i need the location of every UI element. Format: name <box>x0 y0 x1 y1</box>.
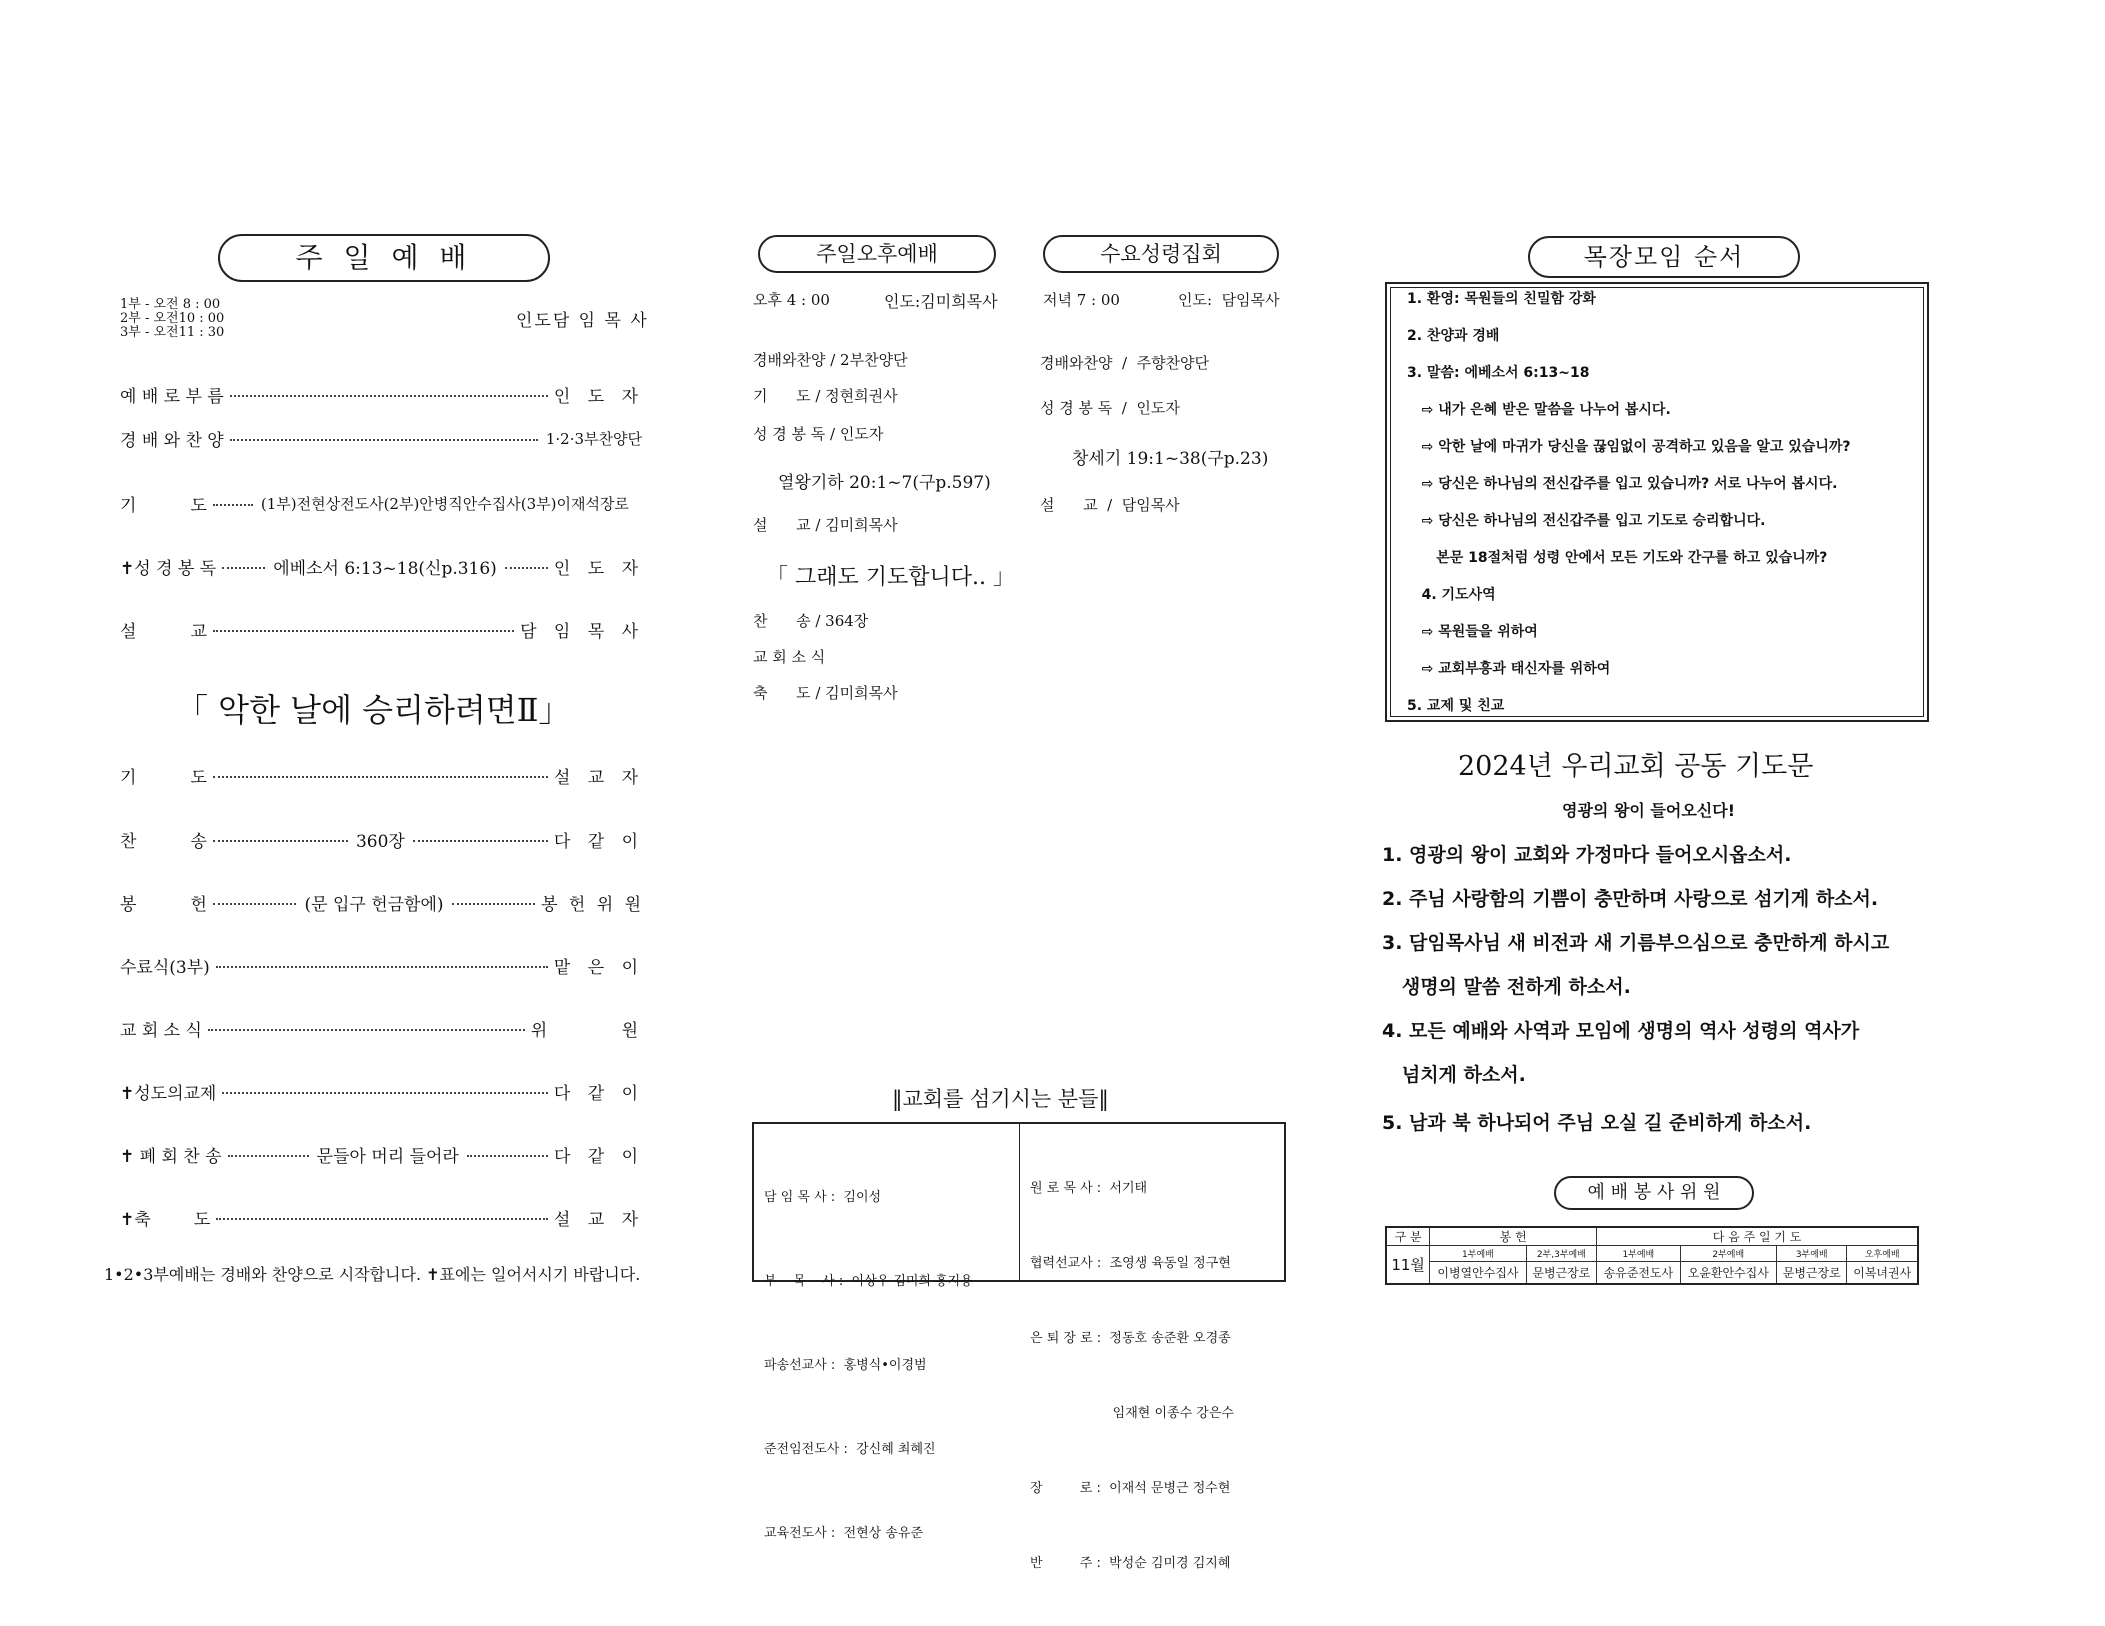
order-label: 경 배 와 찬 양 <box>120 430 224 451</box>
afternoon-title-pill <box>758 235 996 273</box>
order-right: 설 교 자 <box>553 1209 644 1230</box>
order-row <box>120 1078 644 1104</box>
leader-dots <box>213 840 348 842</box>
leader-dots <box>213 776 548 778</box>
order-row <box>120 490 644 516</box>
mokjang-line: ⇨ 악한 날에 마귀가 당신을 끊임없이 공격하고 있음을 알고 있습니까? <box>1407 439 1851 455</box>
servant-line: 담 임 목 사 : 김이성 <box>764 1190 882 1205</box>
sunday-footnote: 1•2•3부예배는 경배와 찬양으로 시작합니다. ✝표에는 일어서시기 바랍니다. <box>104 1265 641 1284</box>
sunday-time-3: 3부 - 오전11 : 30 <box>120 325 225 340</box>
order-label: 기 도 <box>120 767 207 788</box>
worship-servants-title-pill <box>1554 1176 1754 1210</box>
sunday-title: 주 일 예 배 <box>295 241 473 274</box>
afternoon-item: 경배와찬양 / 2부찬양단 <box>753 351 908 369</box>
mokjang-line: 4. 기도사역 <box>1407 587 1496 603</box>
sermon-title: 「 악한 날에 승리하려면Ⅱ」 <box>176 691 571 729</box>
order-right: 담 임 목 사 <box>520 621 644 642</box>
mokjang-line: ⇨ 내가 은혜 받은 말씀을 나누어 봅시다. <box>1407 402 1671 418</box>
order-row <box>120 616 644 642</box>
sub-header: 1부예배 <box>1597 1246 1680 1262</box>
order-label: 설 교 <box>120 621 207 642</box>
sub-header: 오후예배 <box>1847 1246 1918 1262</box>
leader-dots <box>213 903 297 905</box>
order-right: 맡 은 이 <box>553 957 644 978</box>
wednesday-item: 경배와찬양 / 주향찬양단 <box>1040 354 1210 372</box>
servant-line: 부 목 사 : 이상우 김미희 홍지용 <box>764 1274 973 1289</box>
order-right: 1·2·3부찬양단 <box>545 429 642 448</box>
leader-dots <box>228 1155 309 1157</box>
order-label: 수료식(3부) <box>120 957 210 978</box>
leader-dots <box>505 567 548 569</box>
order-label: 찬 송 <box>120 831 207 852</box>
afternoon-item: 교 회 소 식 <box>753 648 826 666</box>
leader-dots <box>222 1092 548 1094</box>
sunday-time-2: 2부 - 오전10 : 00 <box>120 311 225 326</box>
worship-servants-title: 예 배 봉 사 위 원 <box>1587 1182 1721 1203</box>
schedule-cell: 문병근장로 <box>1526 1262 1596 1284</box>
leader-dots <box>230 439 538 441</box>
sunday-leader: 인도담 임 목 사 <box>516 311 649 331</box>
leader-dots <box>208 1029 525 1031</box>
mokjang-inner-frame <box>1390 287 1924 717</box>
order-row <box>120 952 644 978</box>
leader-dots <box>467 1155 548 1157</box>
wednesday-title-pill <box>1043 235 1279 273</box>
prayer-subtitle: 영광의 왕이 들어오신다! <box>1562 801 1735 820</box>
col-group-prayer: 다 음 주 일 기 도 <box>1597 1227 1918 1246</box>
col-group-offering: 봉 헌 <box>1430 1227 1597 1246</box>
servants-box <box>752 1122 1286 1571</box>
sub-header: 2부,3부예배 <box>1526 1246 1596 1262</box>
prayer-line: 넘치게 하소서. <box>1382 1064 1526 1086</box>
order-row <box>120 553 644 579</box>
order-right: 봉 헌 위 원 <box>541 894 645 915</box>
order-row <box>120 762 644 788</box>
servant-line: 반 주 : 박성순 김미경 김지혜 <box>1030 1556 1231 1571</box>
leader-dots <box>216 966 548 968</box>
order-label: 봉 헌 <box>120 894 207 915</box>
order-mid: 360장 <box>355 831 405 852</box>
month-cell: 11월 <box>1386 1246 1430 1284</box>
afternoon-item: 기 도 / 정현희권사 <box>753 387 898 405</box>
order-mid: 에베소서 6:13~18(신p.316) <box>273 558 497 579</box>
order-mid: (1부)전현상전도사(2부)안병직안수집사(3부)이재석장로 <box>260 494 629 513</box>
schedule-cell: 문병근장로 <box>1776 1262 1846 1284</box>
prayer-line: 4. 모든 예배와 사역과 모임에 생명의 역사 성령의 역사가 <box>1382 1020 1860 1042</box>
sub-header: 3부예배 <box>1776 1246 1846 1262</box>
mokjang-line: 3. 말씀: 에베소서 6:13~18 <box>1407 365 1590 381</box>
leader-dots <box>452 903 536 905</box>
mokjang-title: 목장모임 순서 <box>1583 243 1745 271</box>
order-mid: 문들아 머리 들어라 <box>316 1146 459 1167</box>
sunday-title-pill <box>218 234 550 282</box>
order-label: ✝성도의교제 <box>120 1083 217 1104</box>
mokjang-line: ⇨ 교회부흥과 태신자를 위하여 <box>1407 661 1611 677</box>
servants-title: ‖교회를 섬기시는 분들‖ <box>892 1087 1109 1111</box>
mokjang-line: ⇨ 당신은 하나님의 전신갑주를 입고 있습니까? 서로 나누어 봅시다. <box>1407 476 1838 492</box>
order-row <box>120 1015 644 1041</box>
leader-dots <box>213 630 514 632</box>
sunday-time-1: 1부 - 오전 8 : 00 <box>120 297 221 312</box>
schedule-cell: 송유준전도사 <box>1597 1262 1680 1284</box>
leader-dots <box>230 395 548 397</box>
leader-dots <box>413 840 548 842</box>
wednesday-title: 수요성령집회 <box>1100 242 1222 266</box>
afternoon-item: 찬 송 / 364장 <box>753 612 869 630</box>
order-row <box>120 1204 644 1230</box>
order-right: 설 교 자 <box>553 767 644 788</box>
leader-dots <box>213 504 253 506</box>
wednesday-leader: 인도: 담임목사 <box>1178 291 1280 309</box>
servant-line: 원 로 목 사 : 서기태 <box>1030 1181 1148 1196</box>
mokjang-line: 본문 18절처럼 성령 안에서 모든 기도와 간구를 하고 있습니까? <box>1407 550 1828 566</box>
wednesday-item: 설 교 / 담임목사 <box>1040 496 1180 514</box>
schedule-cell: 이병열안수집사 <box>1430 1262 1526 1284</box>
schedule-cell: 이복녀권사 <box>1847 1262 1918 1284</box>
order-mid: (문 입구 헌금함에) <box>304 894 444 915</box>
prayer-line: 생명의 말씀 전하게 하소서. <box>1382 976 1631 998</box>
servant-line: 교육전도사 : 전현상 송유준 <box>764 1526 924 1541</box>
mokjang-line: 5. 교제 및 친교 <box>1407 698 1505 714</box>
order-label: 기 도 <box>120 495 207 516</box>
order-row <box>120 381 644 407</box>
wednesday-time: 저녁 7 : 00 <box>1043 291 1120 309</box>
afternoon-item: 설 교 / 김미희목사 <box>753 516 898 534</box>
order-label: 예 배 로 부 름 <box>120 386 224 407</box>
order-label: ✝성 경 봉 독 <box>120 558 217 579</box>
mokjang-line: ⇨ 목원들을 위하여 <box>1407 624 1538 640</box>
servant-line: 준전임전도사 : 강신혜 최혜진 <box>764 1442 936 1457</box>
divider <box>1019 1124 1020 1280</box>
sunday-times <box>120 298 224 340</box>
mokjang-line: ⇨ 당신은 하나님의 전신갑주를 입고 기도로 승리합니다. <box>1407 513 1766 529</box>
servant-line: 임재현 이종수 강은수 <box>1030 1406 1234 1421</box>
afternoon-sermon-title: 「 그래도 기도합니다.. 」 <box>766 565 1015 590</box>
afternoon-time: 오후 4 : 00 <box>753 291 830 309</box>
mokjang-line: 1. 환영: 목원들의 친밀함 강화 <box>1407 291 1596 307</box>
order-right: 위 원 <box>530 1020 644 1041</box>
servants-right <box>1030 1126 1234 1626</box>
order-right: 다 같 이 <box>553 1146 645 1167</box>
col-group-label: 구 분 <box>1386 1227 1430 1246</box>
order-row <box>120 889 644 915</box>
order-label: ✝ 폐 회 찬 송 <box>120 1146 222 1167</box>
order-right: 다 같 이 <box>553 831 644 852</box>
order-row <box>120 425 644 451</box>
order-right: 인 도 자 <box>553 386 644 407</box>
mokjang-line: 2. 찬양과 경배 <box>1407 328 1500 344</box>
servant-line: 협력선교사 : 조영생 육동일 정구현 <box>1030 1256 1231 1271</box>
order-right: 다 같 이 <box>553 1083 644 1104</box>
prayer-line: 1. 영광의 왕이 교회와 가정마다 들어오시옵소서. <box>1382 844 1792 866</box>
order-label: ✝축 도 <box>120 1209 211 1230</box>
sub-header: 1부예배 <box>1430 1246 1526 1262</box>
servant-line: 은 퇴 장 로 : 정동호 송준환 오경종 <box>1030 1331 1231 1346</box>
afternoon-scripture: 열왕기하 20:1~7(구p.597) <box>778 473 991 493</box>
mokjang-title-pill <box>1528 236 1800 278</box>
order-row <box>120 826 644 852</box>
prayer-line: 2. 주님 사랑함의 기쁨이 충만하며 사랑으로 섬기게 하소서. <box>1382 888 1879 910</box>
schedule-cell: 오윤환안수집사 <box>1680 1262 1776 1284</box>
afternoon-leader: 인도:김미희목사 <box>884 292 998 311</box>
wednesday-item: 성 경 봉 독 / 인도자 <box>1040 399 1180 417</box>
prayer-line: 3. 담임목사님 새 비전과 새 기름부으심으로 충만하게 하시고 <box>1382 932 1890 954</box>
order-label: 교 회 소 식 <box>120 1020 202 1041</box>
afternoon-item: 성 경 봉 독 / 인도자 <box>753 425 884 443</box>
afternoon-title: 주일오후예배 <box>816 242 938 266</box>
sub-header: 2부예배 <box>1680 1246 1776 1262</box>
leader-dots <box>222 567 265 569</box>
wednesday-scripture: 창세기 19:1~38(구p.23) <box>1072 449 1269 469</box>
prayer-title: 2024년 우리교회 공동 기도문 <box>1458 751 1814 782</box>
afternoon-item: 축 도 / 김미희목사 <box>753 684 898 702</box>
servants-left <box>764 1128 973 1604</box>
prayer-line: 5. 남과 북 하나되어 주님 오실 길 준비하게 하소서. <box>1382 1112 1812 1134</box>
mokjang-box <box>1385 282 1929 722</box>
order-row <box>120 1141 644 1167</box>
servant-line: 파송선교사 : 홍병식•이경범 <box>764 1358 927 1373</box>
servant-line: 장 로 : 이재석 문병근 정수현 <box>1030 1481 1231 1496</box>
order-right: 인 도 자 <box>553 558 644 579</box>
leader-dots <box>216 1218 548 1220</box>
worship-schedule-table <box>1385 1226 1919 1285</box>
